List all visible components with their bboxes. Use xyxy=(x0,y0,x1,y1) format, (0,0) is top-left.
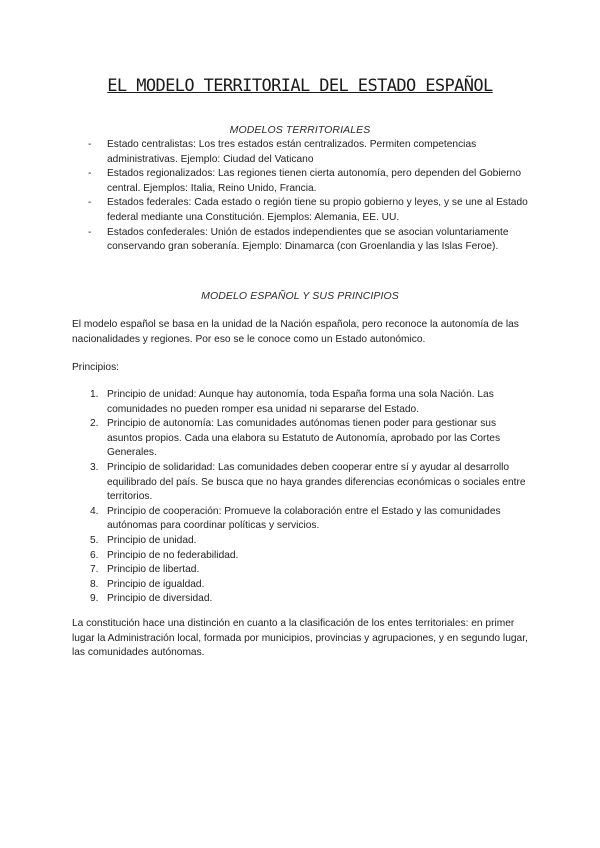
list-item xyxy=(88,461,528,505)
list-item xyxy=(88,592,528,607)
intro-paragraph: El modelo español se basa en la unidad de la Nación española, pero reconoce la autonomía de las nacionalidades y regiones. Por eso se le conoce como un Estado autonómico. xyxy=(72,319,519,345)
list-item: - Estados confederales: Unión de estados independientes que se asocian voluntariamente conservando gran soberanía. Ejemplo: Dinamarca (con Groenlandia y las Islas Feroe). xyxy=(88,226,528,255)
list-number: 2. xyxy=(90,418,99,430)
list-number: 1. xyxy=(90,389,99,400)
list-item-text: Principio de igualdad. xyxy=(107,578,205,590)
list-item-text: Principio de solidaridad: Las comunidades deben cooperar entre sí y ayudar al desarrollo equilibrado del país. Se busca que no haya grandes diferencias económicas o sociales entre territorios. xyxy=(107,461,526,503)
list-item xyxy=(88,417,528,461)
models-list xyxy=(88,138,528,255)
principles-label: Principios: xyxy=(72,362,119,373)
spanish-model-heading: MODELO ESPAÑOL Y SUS PRINCIPIOS xyxy=(201,290,399,302)
list-number: 5. xyxy=(90,534,99,546)
list-number: 4. xyxy=(90,505,99,517)
list-item xyxy=(88,563,528,578)
list-item-text: Principio de autonomía: Las comunidades autónomas tienen poder para gestionar sus asuntos propios. Cada una elabora su Estatuto de Autonomía, aprobado por las Cortes Generales. xyxy=(107,418,501,459)
list-item: - Estados federales: Cada estado o región tiene su propio gobierno y leyes, y se une al Estado federal mediante una Constitución. Ejemplos: Alemania, EE. UU. xyxy=(88,196,528,225)
list-item xyxy=(88,534,528,549)
list-item-text: Principio de libertad. xyxy=(107,564,200,576)
list-number: 8. xyxy=(90,578,99,590)
list-item-text: Principio de unidad. xyxy=(107,534,197,546)
closing-paragraph: La constitución hace una distinción en cuanto a la clasificación de los entes territoriales: en primer lugar la Administración local, formada por municipios, provincias y agrupaciones, y en segundo lugar, las comunidades autónomas. xyxy=(72,618,528,659)
models-heading: MODELOS TERRITORIALES xyxy=(229,124,371,136)
list-item-text: Principio de unidad: Aunque hay autonomía, toda España forma una sola Nación. Las comunidades no pueden romper esa unidad ni separarse del Estado. xyxy=(107,389,494,415)
list-number: 3. xyxy=(90,461,99,473)
list-item xyxy=(88,505,528,534)
list-item: - Estados regionalizados: Las regiones tienen cierta autonomía, pero dependen del Gobierno central. Ejemplos: Italia, Reino Unido, Francia. xyxy=(88,167,528,196)
list-number: 7. xyxy=(90,564,99,576)
list-item-text: Principio de cooperación: Promueve la colaboración entre el Estado y las comunidades autónomas para coordinar políticas y servicios. xyxy=(107,505,501,532)
page-title: EL MODELO TERRITORIAL DEL ESTADO ESPAÑOL xyxy=(107,76,493,96)
list-item-text: Principio de diversidad. xyxy=(107,593,213,605)
list-item-text: Principio de no federabilidad. xyxy=(107,549,239,561)
list-number: 9. xyxy=(90,593,99,605)
list-item xyxy=(88,388,528,417)
list-item: - Estado centralistas: Los tres estados están centralizados. Permiten competencias administrativas. Ejemplo: Ciudad del Vaticano xyxy=(88,138,528,167)
list-item xyxy=(88,549,528,564)
list-item xyxy=(88,578,528,593)
list-number: 6. xyxy=(90,549,99,561)
principles-list xyxy=(88,388,528,607)
